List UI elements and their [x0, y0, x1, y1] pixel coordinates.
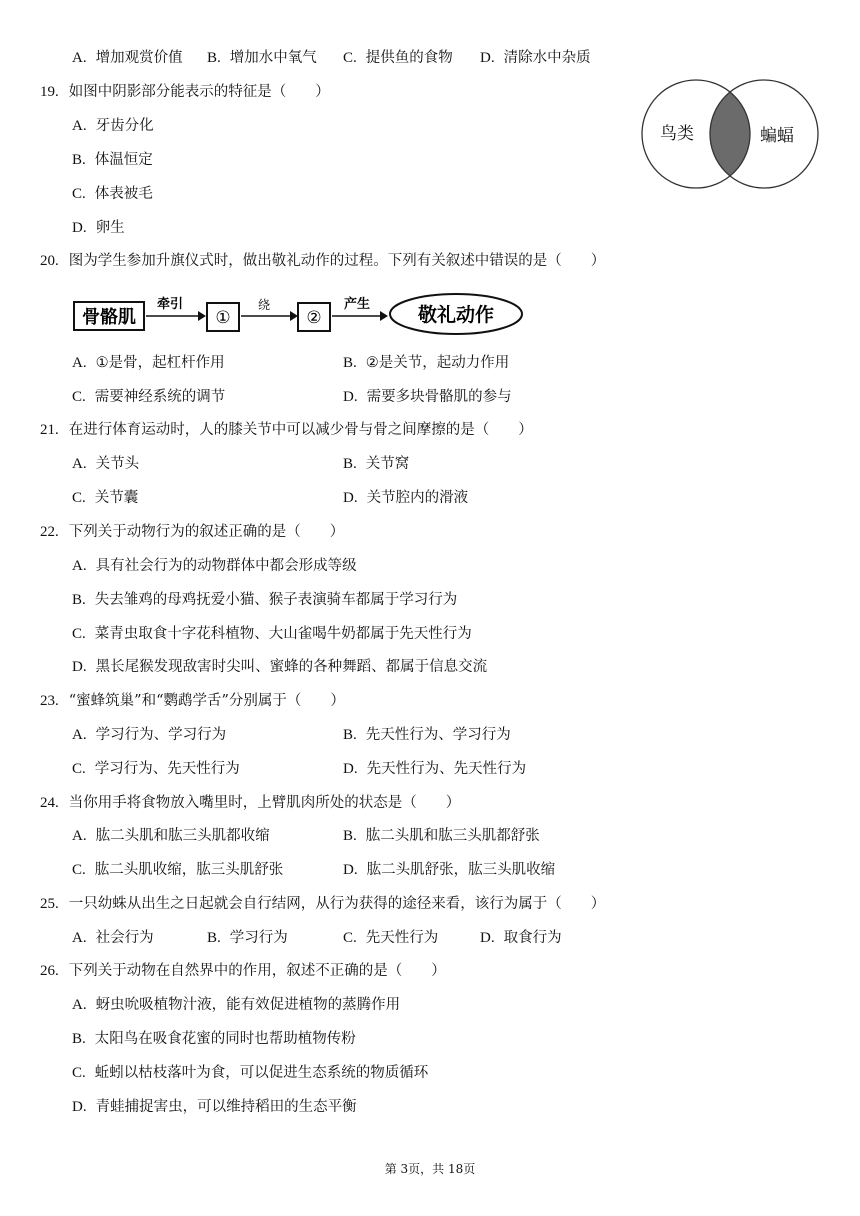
question-23-stem [40, 691, 345, 711]
question-text: 当你用手将食物放入嘴里时，上臂肌肉所处的状态是（ ） [68, 795, 461, 811]
flow-box1-label: ① [215, 308, 231, 328]
question-text: 下列关于动物行为的叙述正确的是（ ） [68, 524, 345, 540]
option-text: 牙齿分化 [95, 118, 154, 134]
option-text: 体温恒定 [94, 152, 153, 168]
option-text: 关节头 [95, 456, 140, 472]
option-letter: D. [72, 1099, 87, 1115]
question-20-stem [40, 251, 605, 271]
arrow-head-icon [198, 311, 206, 321]
question-text: 一只幼蛛从出生之日起就会自行结网，从行为获得的途径来看，该行为属于（ ） [68, 896, 606, 912]
option-letter: A. [72, 558, 87, 574]
option-text: 关节囊 [94, 490, 139, 506]
option-text: ②是关节，起动力作用 [365, 355, 510, 371]
q21-option-a [72, 454, 139, 474]
option-text: 菜青虫取食十字花科植物、大山雀喝牛奶都属于先天性行为 [94, 626, 472, 642]
option-text: 蚜虫吮吸植物汁液，能有效促进植物的蒸腾作用 [95, 997, 401, 1013]
question-19-stem [40, 82, 330, 102]
q26-option-a [72, 995, 400, 1015]
option-letter: C. [343, 50, 357, 66]
option-letter: D. [72, 659, 87, 675]
question-number: 19. [40, 84, 59, 100]
option-letter: D. [343, 862, 358, 878]
option-text: 肱二头肌和肱三头肌都舒张 [365, 828, 540, 844]
q20-option-a [72, 353, 225, 373]
q20-option-c [72, 387, 225, 407]
q19-option-b [72, 150, 153, 170]
option-letter: B. [72, 152, 86, 168]
option-letter: C. [72, 490, 86, 506]
q25-option-b [207, 928, 288, 948]
option-text: 需要神经系统的调节 [94, 389, 226, 405]
q18-option-b [207, 48, 317, 68]
q23-option-b [343, 725, 511, 745]
option-letter: C. [72, 626, 86, 642]
option-text: 黑长尾猴发现敌害时尖叫、蜜蜂的各种舞蹈、都属于信息交流 [95, 659, 488, 675]
q26-option-b [72, 1029, 356, 1049]
option-letter: B. [343, 828, 357, 844]
option-letter: A. [72, 118, 87, 134]
q24-option-c [72, 860, 283, 880]
option-letter: C. [343, 930, 357, 946]
option-letter: A. [72, 727, 87, 743]
question-21-stem [40, 420, 533, 440]
option-text: 太阳鸟在吸食花蜜的同时也帮助植物传粉 [94, 1031, 356, 1047]
question-number: 21. [40, 422, 59, 438]
option-text: 增加水中氧气 [229, 50, 317, 66]
q23-option-c [72, 759, 240, 779]
q21-option-c [72, 488, 138, 508]
option-letter: B. [343, 456, 357, 472]
q20-option-d [343, 387, 512, 407]
option-letter: D. [343, 761, 358, 777]
option-text: 青蛙捕捉害虫，可以维持稻田的生态平衡 [95, 1099, 357, 1115]
question-number: 26. [40, 963, 59, 979]
option-text: 学习行为、先天性行为 [94, 761, 240, 777]
option-text: 失去雏鸡的母鸡抚爱小猫、猴子表演骑车都属于学习行为 [94, 592, 458, 608]
option-letter: C. [72, 761, 86, 777]
q26-option-d [72, 1097, 357, 1117]
option-letter: D. [72, 220, 87, 236]
arrow-head-icon [290, 311, 298, 321]
option-text: 社会行为 [95, 930, 154, 946]
q25-option-d [480, 928, 562, 948]
option-text: 具有社会行为的动物群体中都会形成等级 [95, 558, 357, 574]
question-text: 图为学生参加升旗仪式时，做出敬礼动作的过程。下列有关叙述中错误的是（ ） [68, 253, 606, 269]
option-letter: A. [72, 997, 87, 1013]
q18-option-d [480, 48, 591, 68]
venn-label-left: 鸟类 [660, 124, 694, 144]
q23-option-a [72, 725, 226, 745]
option-text: 卵生 [95, 220, 125, 236]
option-letter: A. [72, 930, 87, 946]
option-text: 学习行为、学习行为 [95, 727, 227, 743]
option-text: 需要多块骨骼肌的参与 [366, 389, 512, 405]
q19-option-d [72, 218, 125, 238]
option-text: 增加观赏价值 [95, 50, 183, 66]
option-text: 肱二头肌收缩，肱三头肌舒张 [94, 862, 284, 878]
question-number: 25. [40, 896, 59, 912]
q25-option-a [72, 928, 154, 948]
option-letter: C. [72, 862, 86, 878]
option-text: 先天性行为、先天性行为 [366, 761, 527, 777]
option-letter: D. [343, 389, 358, 405]
option-text: 肱二头肌和肱三头肌都收缩 [95, 828, 270, 844]
option-letter: B. [343, 727, 357, 743]
flow-arrow2-label: 绕 [257, 298, 271, 312]
q22-option-d [72, 657, 487, 677]
option-letter: B. [207, 50, 221, 66]
option-letter: D. [480, 930, 495, 946]
q21-option-b [343, 454, 409, 474]
q22-option-c [72, 624, 472, 644]
option-letter: B. [207, 930, 221, 946]
arrow-head-icon [380, 311, 388, 321]
flow-diagram [70, 286, 530, 336]
option-text: 体表被毛 [94, 186, 153, 202]
flow-start-label: 骨骼肌 [82, 307, 136, 328]
question-number: 22. [40, 524, 59, 540]
q24-option-b [343, 826, 540, 846]
question-number: 20. [40, 253, 59, 269]
question-text: “蜜蜂筑巢”和“鹦鹉学舌”分别属于（ ） [68, 693, 345, 709]
option-text: 肱二头肌舒张，肱三头肌收缩 [366, 862, 556, 878]
q26-option-c [72, 1063, 428, 1083]
q21-option-d [343, 488, 468, 508]
q20-option-b [343, 353, 509, 373]
venn-diagram [638, 76, 822, 192]
q22-option-a [72, 556, 357, 576]
question-text: 如图中阴影部分能表示的特征是（ ） [68, 84, 330, 100]
q24-option-a [72, 826, 270, 846]
option-letter: A. [72, 828, 87, 844]
option-letter: A. [72, 50, 87, 66]
venn-label-right: 蝙蝠 [760, 126, 794, 146]
option-letter: A. [72, 456, 87, 472]
q24-option-d [343, 860, 555, 880]
q19-option-c [72, 184, 153, 204]
option-text: 关节窝 [365, 456, 410, 472]
q18-option-c [343, 48, 453, 68]
flow-box2-label: ② [306, 308, 322, 328]
option-text: 清除水中杂质 [503, 50, 591, 66]
option-letter: C. [72, 1065, 86, 1081]
question-number: 23. [40, 693, 59, 709]
q23-option-d [343, 759, 526, 779]
page-footer: 第 3页，共 18页 [384, 1162, 476, 1176]
option-letter: C. [72, 186, 86, 202]
question-26-stem [40, 961, 446, 981]
question-text: 下列关于动物在自然界中的作用，叙述不正确的是（ ） [68, 963, 446, 979]
option-letter: B. [72, 1031, 86, 1047]
option-text: ①是骨，起杠杆作用 [95, 355, 225, 371]
option-letter: D. [343, 490, 358, 506]
flow-arrow3-label: 产生 [343, 297, 371, 312]
flow-arrow1-label: 牵引 [156, 297, 184, 312]
question-25-stem [40, 894, 605, 914]
option-letter: B. [343, 355, 357, 371]
question-number: 24. [40, 795, 59, 811]
option-text: 先天性行为、学习行为 [365, 727, 511, 743]
question-22-stem [40, 522, 344, 542]
q19-option-a [72, 116, 154, 136]
flow-end-label: 敬礼动作 [417, 304, 495, 326]
option-letter: B. [72, 592, 86, 608]
option-text: 先天性行为 [365, 930, 439, 946]
q18-option-a [72, 48, 183, 68]
option-text: 学习行为 [229, 930, 288, 946]
option-text: 提供鱼的食物 [365, 50, 453, 66]
question-24-stem [40, 793, 460, 813]
option-text: 蚯蚓以枯枝落叶为食，可以促进生态系统的物质循环 [94, 1065, 429, 1081]
question-text: 在进行体育运动时，人的膝关节中可以减少骨与骨之间摩擦的是（ ） [68, 422, 533, 438]
q25-option-c [343, 928, 438, 948]
option-letter: C. [72, 389, 86, 405]
q22-option-b [72, 590, 457, 610]
option-text: 取食行为 [503, 930, 562, 946]
option-text: 关节腔内的滑液 [366, 490, 469, 506]
option-letter: D. [480, 50, 495, 66]
option-letter: A. [72, 355, 87, 371]
